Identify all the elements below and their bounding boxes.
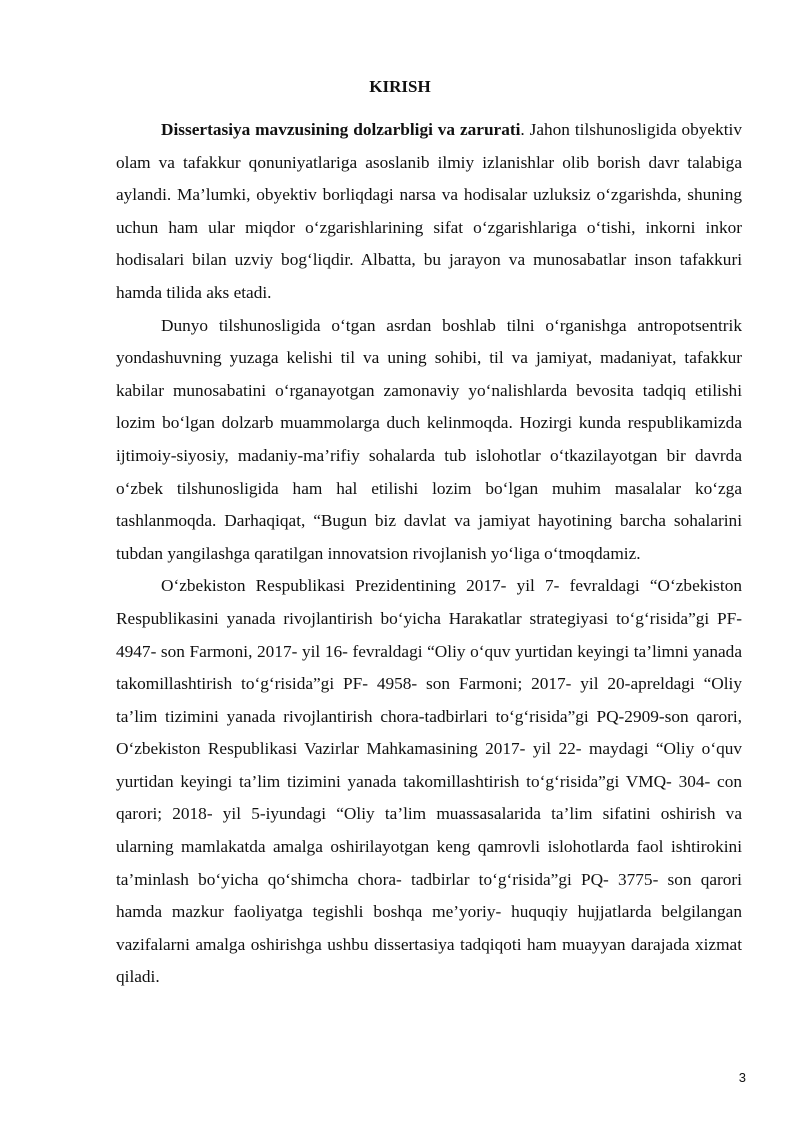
body-text [116,114,742,994]
page-number: 3 [738,1070,746,1085]
paragraph-lead-title: Dissertasiya mavzusining dolzarbligi va zarurati [161,120,521,139]
paragraph-relevance [116,114,742,310]
paragraph-text: . Jahon tilshunosligida obyektiv olam va tafakkur qonuniyatlariga asoslanib ilmiy izlanishlar olib borish davr talabiga aylandi. Ma’lumki, obyektiv borliqdagi narsa va hodisalar uzluksiz o‘zgarishda, shuning uchun ham ular miqdor o‘zgarishlarining sifat o‘zgarishlariga o‘tishi, inkorni inkor hodisalari bilan uzviy bog‘liqdir. Albatta, bu jarayon va munosabatlar inson tafakkuri hamda tilida aks etadi. [116,120,742,302]
section-heading: KIRISH [369,77,431,96]
paragraph-world-linguistics [116,310,742,571]
paragraph-legal-basis [116,570,742,994]
paragraph-text: Dunyo tilshunosligida o‘tgan asrdan boshlab tilni o‘rganishga antropotsentrik yondashuvning yuzaga kelishi til va uning sohibi, til va jamiyat, madaniyat, tafakkur kabilar munosabatini o‘rganayotgan zamonaviy yo‘nalishlarda bevosita tadqiq etilishi lozim bo‘lgan dolzarb muammolarga duch kelinmoqda. Hozirgi kunda respublikamizda ijtimoiy-siyosiy, madaniy-ma’rifiy sohalarda tub islohotlar o‘tkazilayotgan bir davrda o‘zbek tilshunosligida ham hal etilishi lozim bo‘lgan muhim masalalar ko‘zga tashlanmoqda. Darhaqiqat, “Bugun biz davlat va jamiyat hayotining barcha sohalarini tubdan yangilashga qaratilgan innovatsion rivojlanish yo‘liga o‘tmoqdamiz. [116,315,742,563]
paragraph-text: O‘zbekiston Respublikasi Prezidentining 2017- yil 7- fevraldagi “O‘zbekiston Respublikasini yanada rivojlantirish bo‘yicha Harakatlar strategiyasi to‘g‘risida”gi PF- 4947- son Farmoni, 2017- yil 16- fevraldagi “Oliy o‘quv yurtidan keyingi ta’limni yanada takomillashtirish to‘g‘risida”gi PF- 4958- son Farmoni; 2017- yil 20-apreldagi “Oliy ta’lim tizimini yanada rivojlantirish chora-tadbirlari to‘g‘risida”gi PQ-2909-son qarori, O‘zbekiston Respublikasi Vazirlar Mahkamasining 2017- yil 22- maydagi “Oliy o‘quv yurtidan keyingi ta’lim tizimini yanada takomillashtirish to‘g‘risida”gi VMQ- 304- con qarori; 2018- yil 5-iyundagi “Oliy ta’lim muassasalarida ta’lim sifatini oshirish va ularning mamlakatda amalga oshirilayotgan keng qamrovli islohotlarda faol ishtirokini ta’minlash bo‘yicha qo‘shimcha chora- tadbirlar to‘g‘risida”gi PQ- 3775- son qarori hamda mazkur faoliyatga tegishli boshqa me’yoriy- huquqiy hujjatlarda belgilangan vazifalarni amalga oshirishga ushbu dissertasiya tadqiqoti ham muayyan darajada xizmat qiladi. [116,576,742,987]
